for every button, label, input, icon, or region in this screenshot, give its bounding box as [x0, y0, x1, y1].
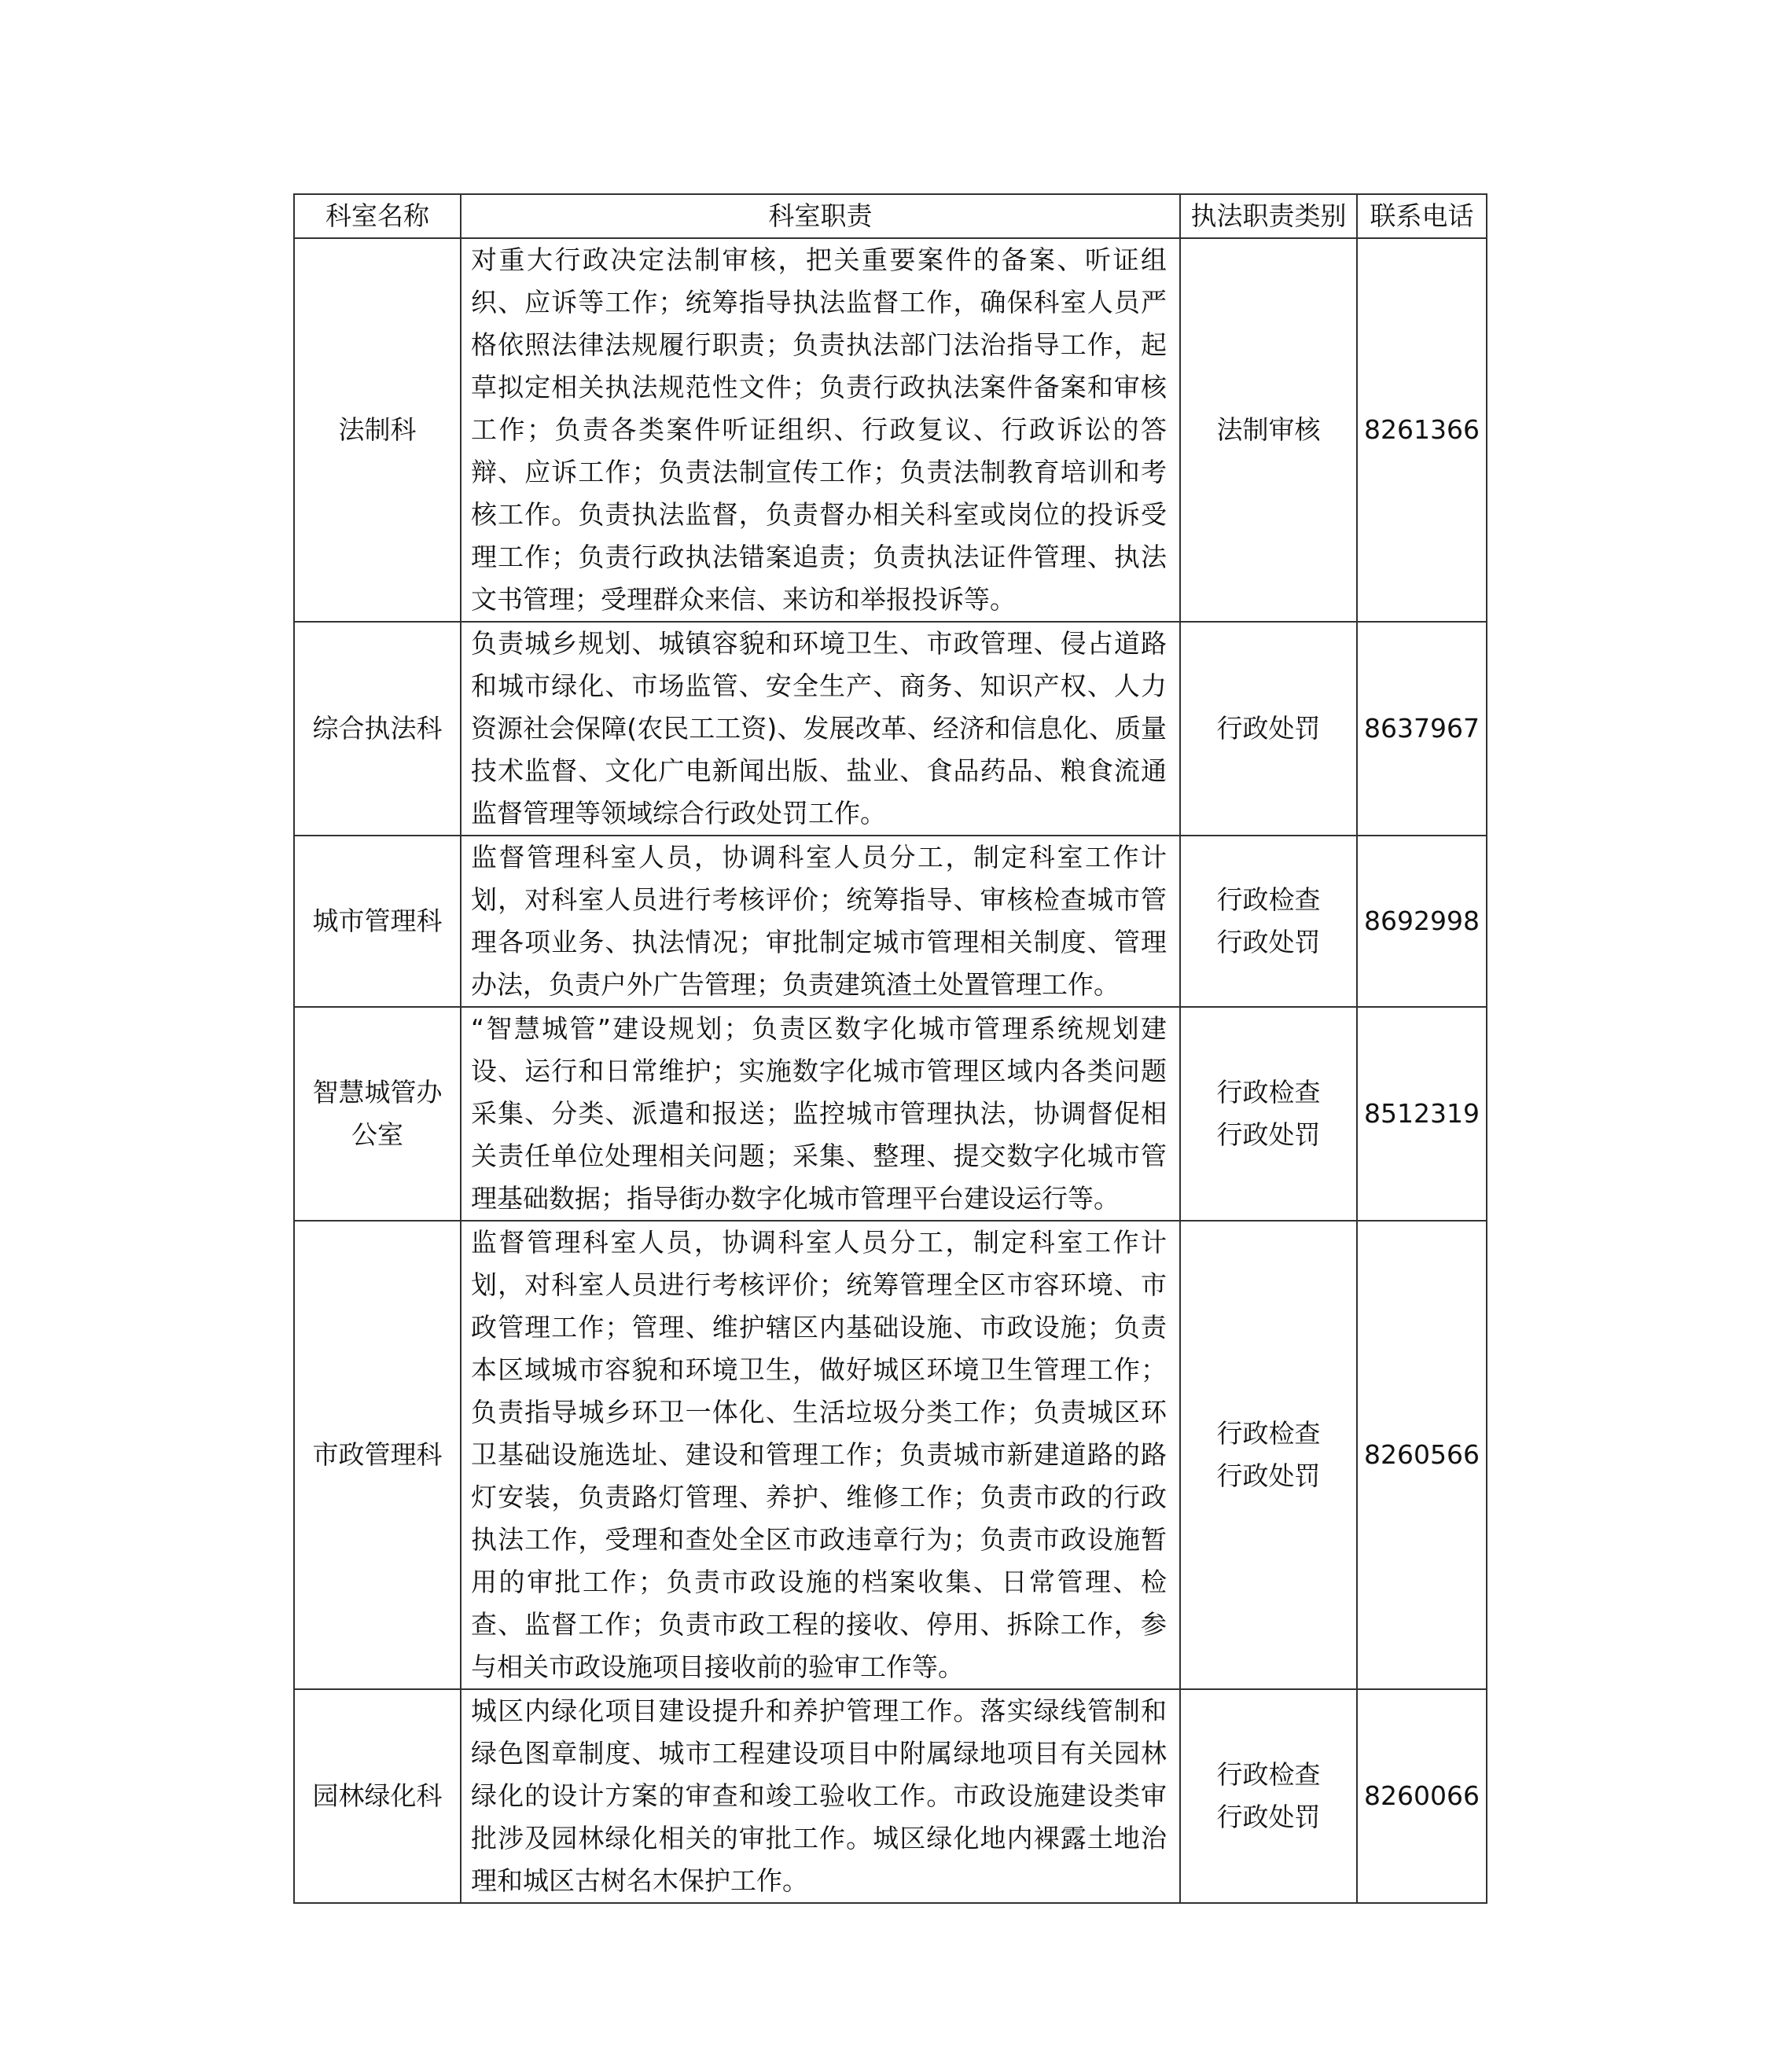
table-header-row [294, 194, 1487, 238]
department-duty: 城区内绿化项目建设提升和养护管理工作。落实绿线管制和绿色图章制度、城市工程建设项目中附属绿地项目有关园林绿化的设计方案的审查和竣工验收工作。市政设施建设类审批涉及园林绿化相关的审批工作。城区绿化地内裸露土地治理和城区古树名木保护工作。 [461, 1689, 1180, 1903]
enforcement-type-item: 行政处罚 [1216, 1802, 1321, 1832]
department-name: 城市管理科 [294, 836, 461, 1007]
department-duty: 监督管理科室人员，协调科室人员分工，制定科室工作计划，对科室人员进行考核评价；统筹指导、审核检查城市管理各项业务、执法情况；审批制定城市管理相关制度、管理办法，负责户外广告管理；负责建筑渣土处置管理工作。 [461, 836, 1180, 1007]
table-row [294, 836, 1487, 1007]
header-enforcement-type: 执法职责类别 [1180, 194, 1357, 238]
header-contact-phone: 联系电话 [1357, 194, 1487, 238]
contact-phone: 8692998 [1357, 836, 1487, 1007]
department-name: 法制科 [294, 238, 461, 622]
enforcement-type-item: 行政处罚 [1216, 1119, 1321, 1150]
department-duty: 监督管理科室人员，协调科室人员分工，制定科室工作计划，对科室人员进行考核评价；统筹管理全区市容环境、市政管理工作；管理、维护辖区内基础设施、市政设施；负责本区域城市容貌和环境卫生，做好城区环境卫生管理工作；负责指导城乡环卫一体化、生活垃圾分类工作；负责城区环卫基础设施选址、建设和管理工作；负责城市新建道路的路灯安装，负责路灯管理、养护、维修工作；负责市政的行政执法工作，受理和查处全区市政违章行为；负责市政设施暂用的审批工作；负责市政设施的档案收集、日常管理、检查、监督工作；负责市政工程的接收、停用、拆除工作，参与相关市政设施项目接收前的验审工作等。 [461, 1221, 1180, 1689]
table-row [294, 1689, 1487, 1903]
department-name: 智慧城管办公室 [294, 1007, 461, 1221]
enforcement-type [1180, 622, 1357, 836]
department-duty: 负责城乡规划、城镇容貌和环境卫生、市政管理、侵占道路和城市绿化、市场监管、安全生产、商务、知识产权、人力资源社会保障(农民工工资)、发展改革、经济和信息化、质量技术监督、文化广电新闻出版、盐业、食品药品、粮食流通监督管理等领域综合行政处罚工作。 [461, 622, 1180, 836]
contact-phone: 8260566 [1357, 1221, 1487, 1689]
contact-phone: 8512319 [1357, 1007, 1487, 1221]
department-duty-table [293, 193, 1487, 1904]
enforcement-type [1180, 1007, 1357, 1221]
enforcement-type-item: 行政处罚 [1216, 927, 1321, 957]
department-duty: 对重大行政决定法制审核，把关重要案件的备案、听证组织、应诉等工作；统筹指导执法监督工作，确保科室人员严格依照法律法规履行职责；负责执法部门法治指导工作，起草拟定相关执法规范性文件；负责行政执法案件备案和审核工作；负责各类案件听证组织、行政复议、行政诉讼的答辩、应诉工作；负责法制宣传工作；负责法制教育培训和考核工作。负责执法监督，负责督办相关科室或岗位的投诉受理工作；负责行政执法错案追责；负责执法证件管理、执法文书管理；受理群众来信、来访和举报投诉等。 [461, 238, 1180, 622]
enforcement-type [1180, 1689, 1357, 1903]
enforcement-type [1180, 1221, 1357, 1689]
header-department-duty: 科室职责 [461, 194, 1180, 238]
contact-phone: 8260066 [1357, 1689, 1487, 1903]
enforcement-type [1180, 836, 1357, 1007]
department-name: 园林绿化科 [294, 1689, 461, 1903]
enforcement-type-item: 行政检查 [1216, 884, 1321, 915]
contact-phone: 8261366 [1357, 238, 1487, 622]
header-department-name: 科室名称 [294, 194, 461, 238]
table-row [294, 1221, 1487, 1689]
enforcement-type-item: 行政处罚 [1216, 1460, 1321, 1491]
table-row [294, 622, 1487, 836]
table-row [294, 238, 1487, 622]
contact-phone: 8637967 [1357, 622, 1487, 836]
department-name: 市政管理科 [294, 1221, 461, 1689]
table-row [294, 1007, 1487, 1221]
enforcement-type-item: 行政处罚 [1216, 713, 1321, 744]
department-name: 综合执法科 [294, 622, 461, 836]
enforcement-type-item: 法制审核 [1216, 414, 1321, 445]
enforcement-type-item: 行政检查 [1216, 1418, 1321, 1449]
enforcement-type-item: 行政检查 [1216, 1759, 1321, 1790]
enforcement-type [1180, 238, 1357, 622]
department-duty: “智慧城管”建设规划；负责区数字化城市管理系统规划建设、运行和日常维护；实施数字化城市管理区域内各类问题采集、分类、派遣和报送；监控城市管理执法，协调督促相关责任单位处理相关问题；采集、整理、提交数字化城市管理基础数据；指导街办数字化城市管理平台建设运行等。 [461, 1007, 1180, 1221]
enforcement-type-item: 行政检查 [1216, 1077, 1321, 1108]
